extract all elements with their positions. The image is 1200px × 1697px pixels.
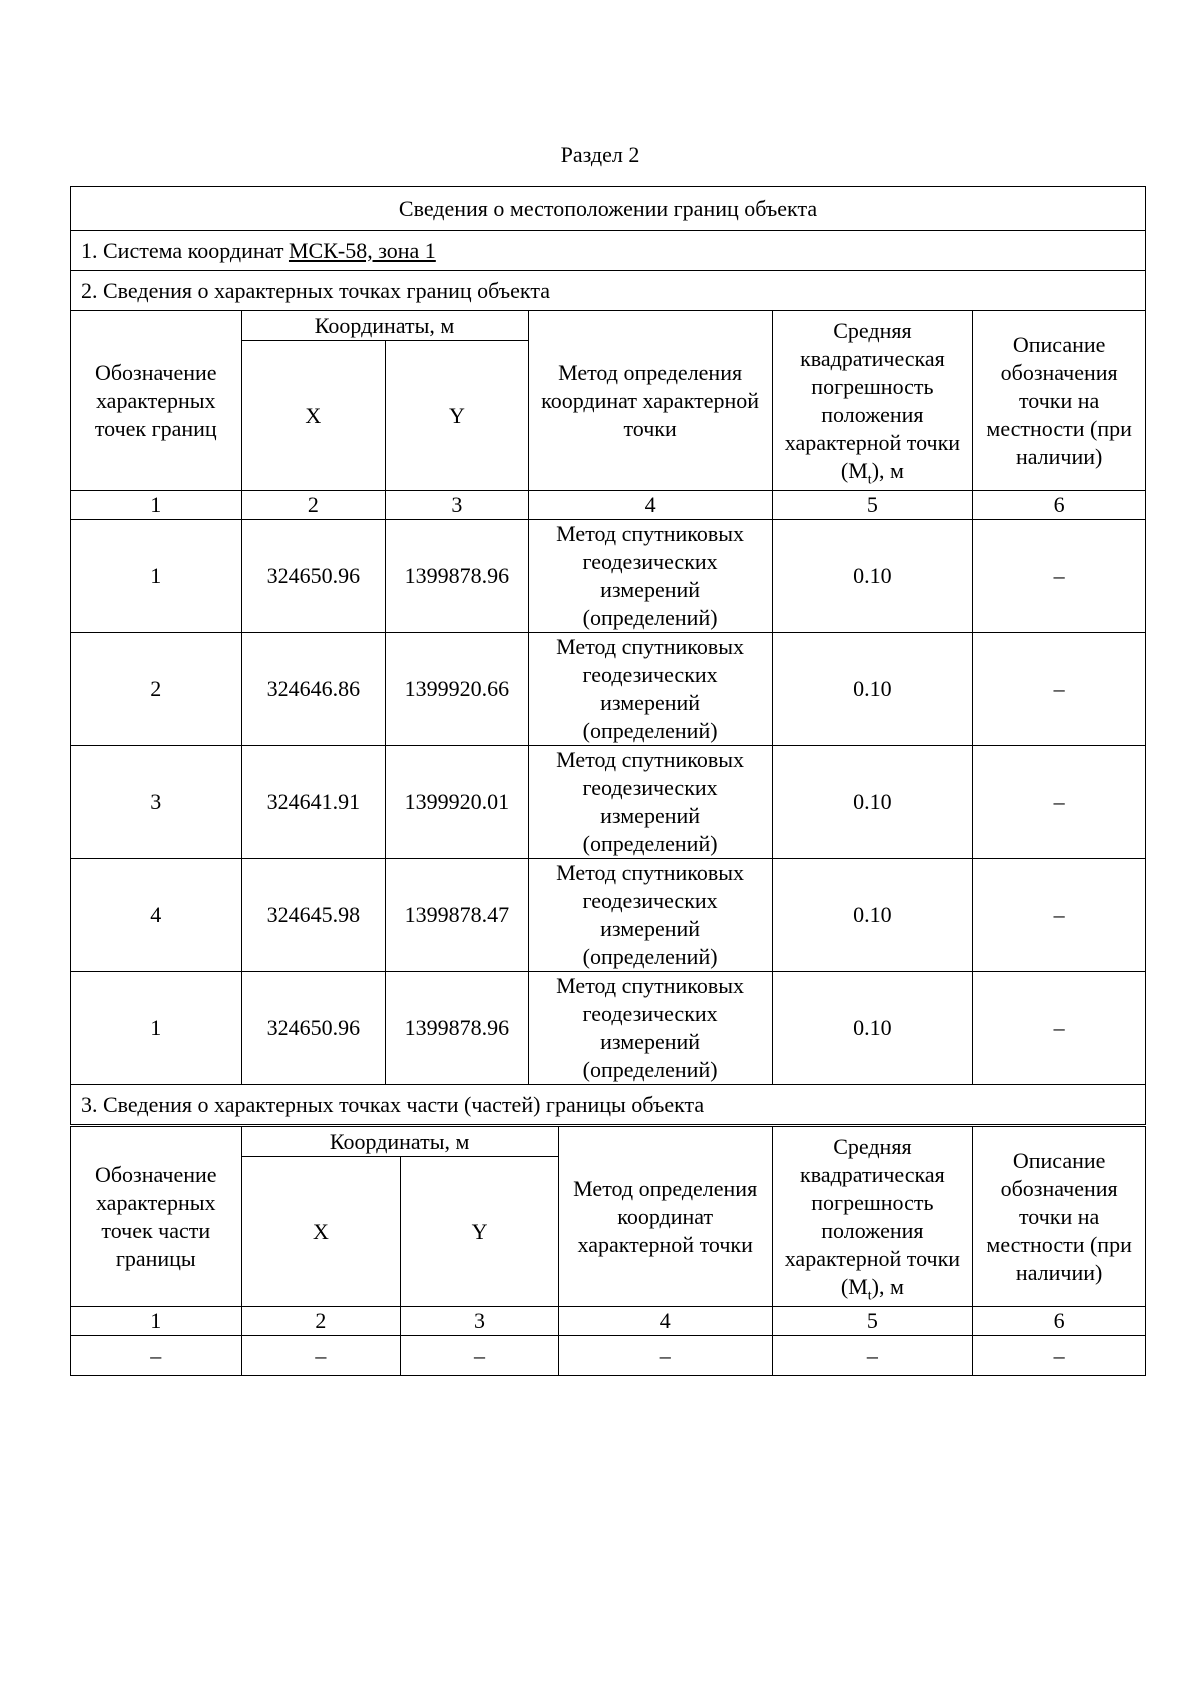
point-description: –: [973, 746, 1146, 859]
coord-system-cell: [71, 231, 1146, 271]
table-row: [71, 520, 1146, 633]
header-y: Y: [386, 341, 528, 491]
point-description: –: [973, 520, 1146, 633]
column-number: 2: [241, 491, 386, 520]
part-header-designation: Обозначение характерных точек части границы: [71, 1127, 242, 1307]
part-boundary-table: [70, 1126, 1146, 1376]
coord-system-label: 1. Система координат: [81, 237, 289, 263]
column-number: 3: [386, 491, 528, 520]
table-row: [71, 972, 1146, 1085]
column-numbers-row: [71, 491, 1146, 520]
point-id: 3: [71, 746, 242, 859]
point-error: 0.10: [772, 633, 973, 746]
point-x: 324641.91: [241, 746, 386, 859]
column-number: 6: [973, 1307, 1146, 1336]
table-row: [71, 746, 1146, 859]
column-number: 1: [71, 1307, 242, 1336]
column-number: 2: [241, 1307, 401, 1336]
point-method: Метод спутниковых геодезических измерений (определений): [528, 633, 772, 746]
header-designation: Обозначение характерных точек границ: [71, 311, 242, 491]
header-coords: Координаты, м: [241, 311, 528, 341]
point-y: 1399920.66: [386, 633, 528, 746]
part-header-error: Средняя квадратическая погрешность положения характерной точки $(M_t)$, м: [772, 1127, 973, 1307]
column-number: 3: [401, 1307, 559, 1336]
point-x: 324650.96: [241, 520, 386, 633]
point-id: 1: [71, 520, 242, 633]
column-number: 5: [772, 1307, 973, 1336]
point-y: 1399878.96: [386, 520, 528, 633]
coord-system-value: МСК-58, зона 1: [288, 237, 436, 263]
column-number: 4: [558, 1307, 772, 1336]
part-cell: –: [558, 1336, 772, 1376]
table-row: [71, 859, 1146, 972]
header-x: X: [241, 341, 386, 491]
column-number: 5: [772, 491, 973, 520]
part-cell: –: [973, 1336, 1146, 1376]
boundary-table-body: [71, 187, 1146, 1125]
part-heading: 3. Сведения о характерных точках части (частей) границы объекта: [71, 1085, 1146, 1125]
part-header-coords: Координаты, м: [241, 1127, 558, 1157]
coord-system-row: [71, 231, 1146, 271]
table-row: [71, 1336, 1146, 1376]
header-description: Описание обозначения точки на местности (при наличии): [973, 311, 1146, 491]
table-row: [71, 633, 1146, 746]
column-number: 1: [71, 491, 242, 520]
point-description: –: [973, 633, 1146, 746]
point-method: Метод спутниковых геодезических измерений (определений): [528, 859, 772, 972]
boundary-table: [70, 186, 1146, 1125]
point-error: 0.10: [772, 972, 973, 1085]
part-cell: –: [71, 1336, 242, 1376]
table-title: Сведения о местоположении границ объекта: [71, 187, 1146, 231]
header-row-1: [71, 311, 1146, 341]
points-heading: 2. Сведения о характерных точках границ объекта: [71, 271, 1146, 311]
part-cell: –: [772, 1336, 973, 1376]
points-heading-row: [71, 271, 1146, 311]
point-method: Метод спутниковых геодезических измерений (определений): [528, 972, 772, 1085]
point-description: –: [973, 972, 1146, 1085]
part-header-y: Y: [401, 1157, 559, 1307]
part-heading-row: [71, 1085, 1146, 1125]
table-title-row: [71, 187, 1146, 231]
point-y: 1399878.47: [386, 859, 528, 972]
part-cell: –: [241, 1336, 401, 1376]
part-header-row-1: [71, 1127, 1146, 1157]
part-boundary-table-body: [71, 1127, 1146, 1376]
column-number: 4: [528, 491, 772, 520]
part-column-numbers-row: [71, 1307, 1146, 1336]
point-y: 1399920.01: [386, 746, 528, 859]
column-number: 6: [973, 491, 1146, 520]
section-title: Раздел 2: [560, 142, 640, 167]
point-x: 324646.86: [241, 633, 386, 746]
point-x: 324645.98: [241, 859, 386, 972]
point-id: 1: [71, 972, 242, 1085]
point-y: 1399878.96: [386, 972, 528, 1085]
header-method: Метод определения координат характерной точки: [528, 311, 772, 491]
part-header-description: Описание обозначения точки на местности (при наличии): [973, 1127, 1146, 1307]
point-error: 0.10: [772, 746, 973, 859]
header-error: Средняя квадратическая погрешность положения характерной точки $(M_t)$, м: [772, 311, 973, 491]
part-header-method: Метод определения координат характерной точки: [558, 1127, 772, 1307]
point-method: Метод спутниковых геодезических измерений (определений): [528, 520, 772, 633]
point-error: 0.10: [772, 859, 973, 972]
point-id: 4: [71, 859, 242, 972]
point-method: Метод спутниковых геодезических измерений (определений): [528, 746, 772, 859]
point-description: –: [973, 859, 1146, 972]
point-x: 324650.96: [241, 972, 386, 1085]
part-header-x: X: [241, 1157, 401, 1307]
part-cell: –: [401, 1336, 559, 1376]
point-id: 2: [71, 633, 242, 746]
point-error: 0.10: [772, 520, 973, 633]
